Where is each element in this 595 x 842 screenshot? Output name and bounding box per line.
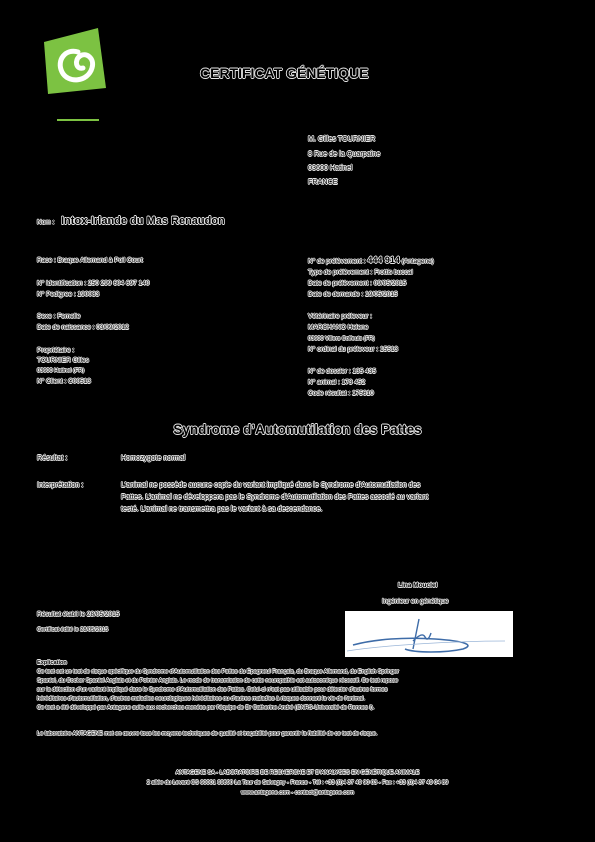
explanation-line-5: Ce test a été développé par Antagene suite aux recherches menées par l’équipe de Dr Catherine André (CNRS-Université de Rennes I). (37, 705, 375, 711)
footer-web: www.antagene.com - contact@antagene.com (241, 790, 354, 796)
sample-number-row (308, 256, 434, 266)
animal-name: Intox-Irlande du Mas Renaudon (61, 215, 225, 227)
breed: Race : Braque Allemand à Poil Court (37, 257, 143, 264)
vet-name: MARCHANO Helene (308, 324, 369, 331)
result-code: Code résultat : 175610 (308, 390, 374, 397)
footer-address: 2 allée du Levant CS 60001 69890 La Tour de Salvagny - France - Tél : +33 (0)4 37 49 90 03 - Fax : +33 (0)4 37 49 04 89 (146, 780, 449, 786)
birth-date: Date de naissance : 03/09/2012 (37, 324, 129, 331)
client-number: N° Client : C00513 (37, 378, 91, 385)
sample-number: 444 914 (367, 255, 400, 265)
lab-quality-note: Le laboratoire ANTAGENE met en œuvre tous les moyens techniques de qualité et traçabilité pour garantir la fiabilité de ce test de risque. (37, 731, 378, 737)
pedigree-number: N° Pedigree : 190083 (37, 291, 100, 298)
vet-city: 03600 Villers Colfeuis (FR) (308, 336, 375, 342)
vet-id: N° ordinal du préleveur : 15513 (308, 346, 399, 353)
identification-number: N° Identification : 250 299 604 697 140 (37, 280, 150, 287)
owner-name: TOURNIER Gilles (37, 357, 89, 364)
interpretation-line-3: testé. L’animal ne transmettra pas le variant à sa descendance. (121, 504, 323, 513)
sex: Sexe : Femelle (37, 313, 81, 320)
explanation-line-4: héréditaires d’automutilation, d’autres maladies neurologiques héréditaires ou d’autres maladies à risques donnant la vie de l’animal. (37, 696, 366, 702)
logo-underline (57, 119, 99, 121)
vet-label: Vétérinaire préleveur : (308, 313, 372, 320)
signature-icon (345, 611, 513, 657)
animal-number: N° animal : 173 452 (308, 379, 366, 386)
sample-type: Type de prélèvement : Frottis buccal (308, 269, 413, 276)
document-title: CERTIFICAT GÉNÉTIQUE (200, 65, 369, 81)
owner-city: 03600 Hatinel (FR) (37, 368, 85, 374)
address-line-1: M. Gilles TOURNIER (308, 134, 376, 143)
interpretation-line-2: Pattes. L’animal ne développera pas le Syndrome d’Automutilation des Pattes associé au variant (121, 492, 429, 501)
sample-number-label: N° de prélèvement : (308, 258, 366, 265)
footer-company: ANTAGENE SA - LABORATOIRE DE RECHERCHE ET D’ANALYSES EN GÉNÉTIQUE ANIMALE (175, 770, 420, 776)
explanation-line-1: Ce test est un test de risque spécifique du Syndrome d’Automutilation des Pattes du Épagneul Français, du Braque Allemand, du English Springer (37, 669, 399, 675)
certificate-edited-date: Certificat édité le 28/05/2015 (37, 627, 109, 633)
test-title: Syndrome d’Automutilation des Pattes (173, 422, 422, 437)
result-value: Homozygote normal (121, 453, 186, 462)
antagene-logo-icon (38, 26, 110, 96)
signature-image (345, 611, 513, 657)
result-label: Résultat : (37, 453, 68, 462)
explanation-line-2: Spaniel, du Cocker Spaniel Anglais et du Pointer Anglais. Le mode de transmission de cette neuropathie est autosomique récessif. Ce test repose (37, 678, 399, 684)
request-date: Date de demande : 19/05/2015 (308, 291, 398, 298)
address-line-2: 8 Rue de la Quarpaine (308, 149, 381, 158)
sample-date: Date de prélèvement : 09/05/2015 (308, 280, 407, 287)
address-line-4: FRANCE (308, 177, 338, 186)
signatory-name: Lina Mouclel (398, 582, 438, 589)
interpretation-line-1: L’animal ne possède aucune copie du variant impliqué dans le Syndrome d’Automutilation des (121, 480, 421, 489)
animal-name-label: Nom : (37, 219, 55, 226)
owner-label: Propriétaire : (37, 347, 75, 354)
interpretation-label: Interprétation : (37, 480, 84, 489)
explanation-heading: Explication (37, 660, 67, 666)
result-established-date: Résultat établi le 28/05/2015 (37, 611, 120, 618)
explanation-line-3: sur la détection d’un variant impliqué dans le Syndrome d’Automutilation des Pattes. Celui-ci n’est pas utilisable pour détecter d’autres formes (37, 687, 388, 693)
folder-number: N° de dossier : 135 435 (308, 368, 377, 375)
sample-number-suffix: (Antagene) (401, 258, 434, 265)
signatory-title: Ingénieur en génétique (382, 598, 449, 605)
address-line-3: 03600 Hatinel (308, 163, 353, 172)
